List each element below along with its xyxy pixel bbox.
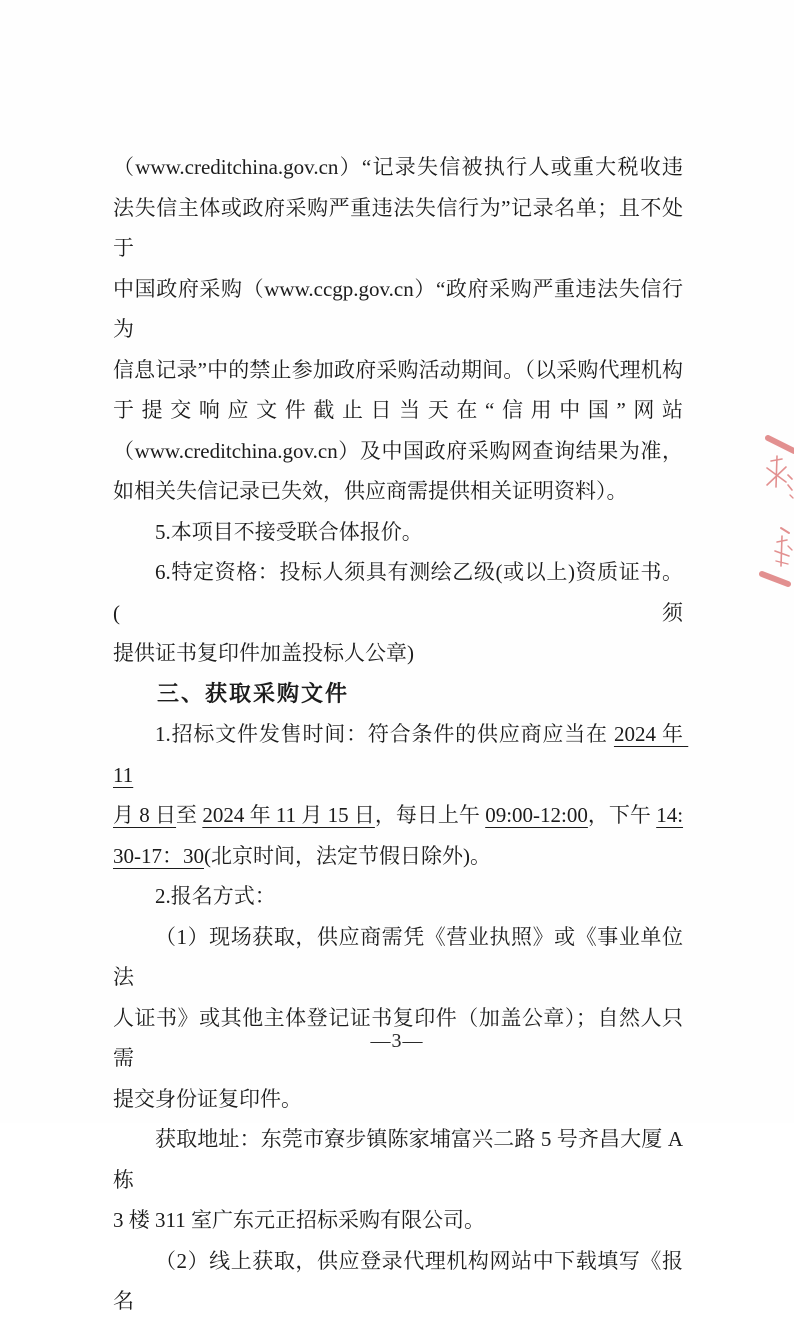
underlined-text: 月 8 日 (113, 803, 177, 827)
text-segment: 中国政府采购（www.ccgp.gov.cn）“政府采购严重违法失信行为 (113, 276, 683, 341)
line-signup-method (113, 876, 683, 917)
text-segment: 获取地址：东莞市寮步镇陈家埔富兴二路 5 号齐昌大厦 A 栋 (113, 1127, 689, 1192)
line-onsite-3 (113, 1079, 683, 1120)
text-segment: 提供证书复印件加盖投标人公章) (113, 641, 414, 665)
text-segment: 1.招标文件发售时间：符合条件的供应商应当在 (155, 722, 614, 746)
text-segment: （www.creditchina.gov.cn）“记录失信被执行人或重大税收违 (113, 155, 683, 179)
text-segment: 信息记录”中的禁止参加政府采购活动期间。（以采购代理机构 (113, 357, 683, 382)
underlined-text: 30-17：30 (113, 843, 204, 868)
text-segment: 3 楼 311 室广东元正招标采购有限公司。 (113, 1208, 485, 1232)
line-sale-time-3 (113, 836, 683, 877)
line-credit-china-2 (113, 188, 683, 269)
text-segment: 提交身份证复印件。 (113, 1086, 302, 1111)
text-segment: ，每日上午 (374, 803, 486, 827)
line-address-1 (113, 1119, 689, 1200)
text-segment: 人证书》或其他主体登记证书复印件（加盖公章）；自然人只需 (113, 1005, 683, 1070)
underlined-text: 09:00-12:00 (485, 803, 588, 827)
page-number: —3— (370, 1030, 424, 1052)
seal-fragment-icon (748, 425, 794, 595)
text-segment: 至 (176, 803, 203, 827)
text-segment: （www.creditchina.gov.cn）及中国政府采购网查询结果为准， (113, 438, 683, 463)
text-segment: 于提交响应文件截止日当天在“信用中国”网站 (113, 398, 683, 422)
line-sale-time-2 (113, 795, 683, 836)
line-address-2 (113, 1200, 683, 1241)
line-item-5 (113, 512, 683, 553)
line-online-1 (113, 1241, 683, 1322)
line-record-period (113, 350, 683, 391)
document-body (113, 147, 689, 1322)
line-sale-time-1 (113, 714, 689, 795)
text-segment: 法失信主体或政府采购严重违法失信行为”记录名单；且不处于 (113, 195, 683, 260)
underlined-text: 2024 年 11 (113, 722, 689, 787)
line-query-result (113, 431, 683, 472)
text-segment: 5.本项目不接受联合体报价。 (155, 519, 423, 544)
text-segment: 三、获取采购文件 (157, 680, 350, 706)
line-item-6b (113, 633, 683, 674)
text-segment: (北京时间，法定节假日除外)。 (204, 843, 491, 868)
line-section-heading (113, 674, 683, 715)
line-deadline-day (113, 390, 683, 431)
line-onsite-1 (113, 917, 683, 998)
text-segment: ，下午 (587, 803, 657, 827)
text-segment: （1）现场获取，供应商需凭《营业执照》或《事业单位法 (113, 924, 683, 989)
line-proof-material (113, 471, 683, 512)
text-segment: （2）线上获取，供应登录代理机构网站中下载填写《报名 (113, 1248, 683, 1313)
underlined-text: 14: (656, 803, 684, 827)
line-item-6a (113, 552, 683, 633)
underlined-text: 2024 年 11 月 15 日 (202, 803, 375, 827)
line-credit-china-1 (113, 147, 683, 188)
line-ccgp (113, 269, 683, 350)
text-segment: 如相关失信记录已失效，供应商需提供相关证明资料）。 (113, 479, 628, 503)
text-segment: 2.报名方式： (155, 884, 276, 908)
text-segment: 6.特定资格：投标人须具有测绘乙级(或以上)资质证书。(须 (113, 560, 683, 625)
